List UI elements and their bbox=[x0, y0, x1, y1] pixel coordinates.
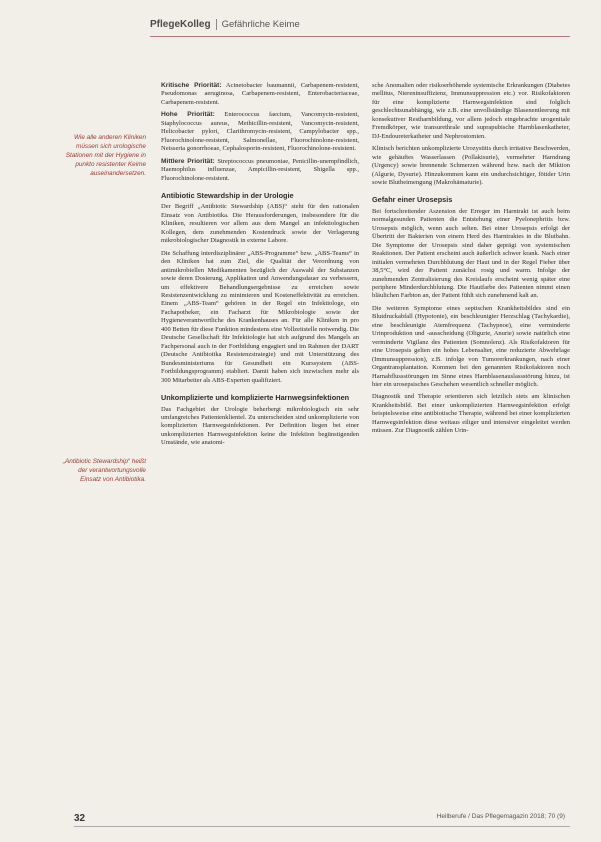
heading-antibiotic-stewardship: Antibiotic Stewardship in der Urologie bbox=[161, 190, 294, 200]
left-column bbox=[161, 82, 359, 452]
priority-medium-text: Streptococcus pneumoniae, Penicillin-unempfindlich, Haemophilus influenzae, Ampicillin-resistent, Shigella spp., Fluorochinolone-resistent. bbox=[161, 157, 360, 182]
footer-rule bbox=[74, 826, 570, 827]
priority-high-label: Hohe Priorität: bbox=[161, 111, 215, 119]
priority-critical-text: Acinetobacter baumannii, Carbapenem-resistent, Pseudomonas aeruginosa, Carbapenem-resistent, Enterobacteriaceae, Carbapenem-resistent. bbox=[161, 82, 359, 106]
paragraph-abs-1: Der Begriff „Antibiotic Stewardship (ABS)“ steht für den rationalen Einsatz von Antibiotika. Die Herausforderungen, insbesondere für die Kliniken, resultieren vor allem aus dem Mangel an infektiologischen Kollegen, dem zunehmenden Kostendruck sowie der Verlagerung mikrobiologischer Diagnostik in externe Labore. bbox=[161, 203, 359, 245]
priority-critical-label: Kritische Priorität: bbox=[161, 82, 222, 89]
paragraph-sepsis-1: Bei fortschreitender Aszension der Erreger im Harntrakt ist auch beim normalgesunden Patienten die Entstehung einer Pyelonephritis bzw. Urosepsis möglich, wenn auch selten. Bei einer Urosepsis erfolgt der Übertritt der Bakterien von einem Herd des Harntraktes in die Blutbahn. Die Symptome der Urosepsis sind daher geprägt von systemischen Reaktionen. Der Patient erscheint auch äußerlich schwer krank. Nach einer initialen vermehrten Durchblutung der Haut und in der Regel Fieber über 38,5°C, wird der Patient zunächst rosig und warm. Infolge der zunehmenden Zentralisierung des Kreislaufs erscheint wenig später eine periphere Minderdurchblutung. Die Hautfarbe des Patienten nimmt einen bläulichen Farbton an, der Patient fühlt sich zunehmend kalt an. bbox=[372, 207, 570, 300]
page-number: 32 bbox=[74, 813, 86, 824]
priority-high bbox=[161, 111, 359, 153]
heading-urosepsis: Gefahr einer Urosepsis bbox=[372, 195, 453, 205]
priority-medium-label: Mittlere Priorität: bbox=[161, 157, 215, 165]
header-divider bbox=[216, 19, 217, 30]
paragraph-continued: sche Anomalien oder risikoerhöhende systemische Erkrankungen (Diabetes mellitus, Niereninsuffizienz, Immunsuppression etc.) vor. Risikofaktoren für eine komplizierte Harnwegsinfektion sind folglich geschlechtsunabhängig, wie z.B. eine unvollständige Blasenentleerung mit konsekutiver Restharnbildung, vor allem jedoch eingebrachte urogenitale Fremdkörper, wie transurethrale und suprapubische Harnblasenkatheter, DJ-Endoureterkatheter und Nephrostomien. bbox=[372, 82, 570, 140]
priority-high-text: Enterococcus faecium, Vancomycin-resistent, Staphylococcus aureus, Methicillin-resistent, Vancomycin-resistent, Helicobacter pylori, Clarithromycin-resistent, Campylobacter spp., Fluorochinolone-resistent, Salmonellae, Fluorochinolone-resistent, Neisseria gonorrhoeae, Cephalosporin-resistent, Fluorochinolone-resistent. bbox=[161, 111, 359, 153]
margin-note-stewardship: „Antibiotic Stewardship“ heißt der verantwortungsvolle Einsatz von Antibiotika. bbox=[62, 458, 146, 483]
paragraph-diagnostics: Diagnostik und Therapie orientieren sich letztlich stets am klinischen Krankheitsbild. Bei einer unkomplizierten Harnwegsinfektion erfolgt beispielsweise eine antibiotische Therapie, während bei einer komplizierten Harnwegsinfektion diese weitaus eiliger und intensiver eingeleitet werden müssen. Zur Diagnostik zählen Urin- bbox=[372, 393, 570, 435]
priority-critical bbox=[161, 82, 359, 107]
heading-harnwegsinfektionen: Unkomplizierte und komplizierte Harnwegsinfektionen bbox=[161, 393, 350, 402]
priority-medium bbox=[161, 158, 359, 183]
footer-source: Heilberufe / Das Pflegemagazin 2018; 70 (9) bbox=[436, 813, 565, 820]
paragraph-abs-2: Die Schaffung interdisziplinärer „ABS-Programme“ bzw. „ABS-Teams“ in den Kliniken hat zum Ziel, die Qualität der Verordnung von antimikrobiellen Medikamenten bezüglich der Auswahl der Substanzen sowie deren Dosierung, Applikation und Anwendungsdauer zu verbessern, um effektivere Behandlungsergebnisse zu erreichen sowie Resistenzentwicklung zu minimieren und Kosteneffektivität zu erreichen. Einem „ABS-Team“ gehören in der Regel ein Infektiologe, ein Fachapotheker, ein Facharzt für Mikrobiologie sowie der Hygieneverantwortliche des Krankenhauses an. Für alle Kliniken in pro 400 Betten für diese Funktion mindestens eine Vollzeitstelle notwendig. Die Deutsche Gesellschaft für Infektiologie hat sich aufgrund des Mangels an Fachpersonal auch in der Fortbildung engagiert und im Rahmen der DART (Deutsche Antibiotika Resistenzstrategie) und mit Unterstützung des Bundesministeriums für Gesundheit ein Kurssystem (ABS-Fortbildungsprogramm) etabliert. Damit haben sich inzwischen mehr als 300 Mitarbeiter als ABS-Experten qualifiziert. bbox=[161, 249, 359, 384]
paragraph-sepsis-2: Die weiteren Symptome eines septischen Krankheitsbildes sind ein Blutdruckabfall (Hypotonie), ein beschleunigter Herzschlag (Tachykardie), eine beschleunigte Atemfrequenz (Tachypnoe), eine verminderte Urinproduktion und -ausscheidung (Oligurie, Anurie) sowie natürlich eine verminderte Vigilanz des Patienten (Somnolenz). Als Risikofaktoren für eine Urosepsis gelten ein hohes Lebensalter, eine reduzierte Abwehrlage (Immunsuppression), z.B. infolge von Tumorerkrankungen, nach einer Organtransplantation. Kommen bei den genannten Risikofaktoren noch Harnabflussstörungen im Sinne eines Harnblasenauslassstörung hinzu, ist hier ein urosepsisches Geschehen wesentlich schneller möglich. bbox=[372, 304, 570, 388]
page-header bbox=[150, 16, 570, 32]
margin-note-hygiene: Wie alle anderen Kliniken müssen sich urologische Stationen mit der Hygiene in punkto resistenter Keime auseinandersetzen. bbox=[65, 134, 146, 177]
paragraph-symptoms: Klinisch berichten unkomplizierte Urozystitis durch irritative Beschwerden, wie gehäuftes Wasserlassen (Pollakisurie), vermehrter Harndrang (Urgency) sowie brennende Schmerzen während bzw. nach der Miktion (Algurie, Dysurie). Hinzukommen kann ein undurchsichtiger, fötider Urin sowie Blutbeimengung (Makrohämaturie). bbox=[372, 145, 570, 186]
header-rule bbox=[150, 36, 570, 37]
right-column bbox=[372, 82, 570, 440]
brand-title: PflegeKolleg bbox=[150, 18, 211, 30]
section-title: Gefährliche Keime bbox=[221, 18, 300, 30]
paragraph-uti: Das Fachgebiet der Urologie beherbergt mikrobiologisch ein sehr umfangreiches Patientenklientel. Zu unterscheiden sind unkomplizierte von komplizierten Harnwegsinfektionen. Per Definition liegen bei einer unkomplizierten Harnwegsinfektion keine die Infektion begünstigenden Umstände, wie anatomi- bbox=[161, 405, 359, 447]
